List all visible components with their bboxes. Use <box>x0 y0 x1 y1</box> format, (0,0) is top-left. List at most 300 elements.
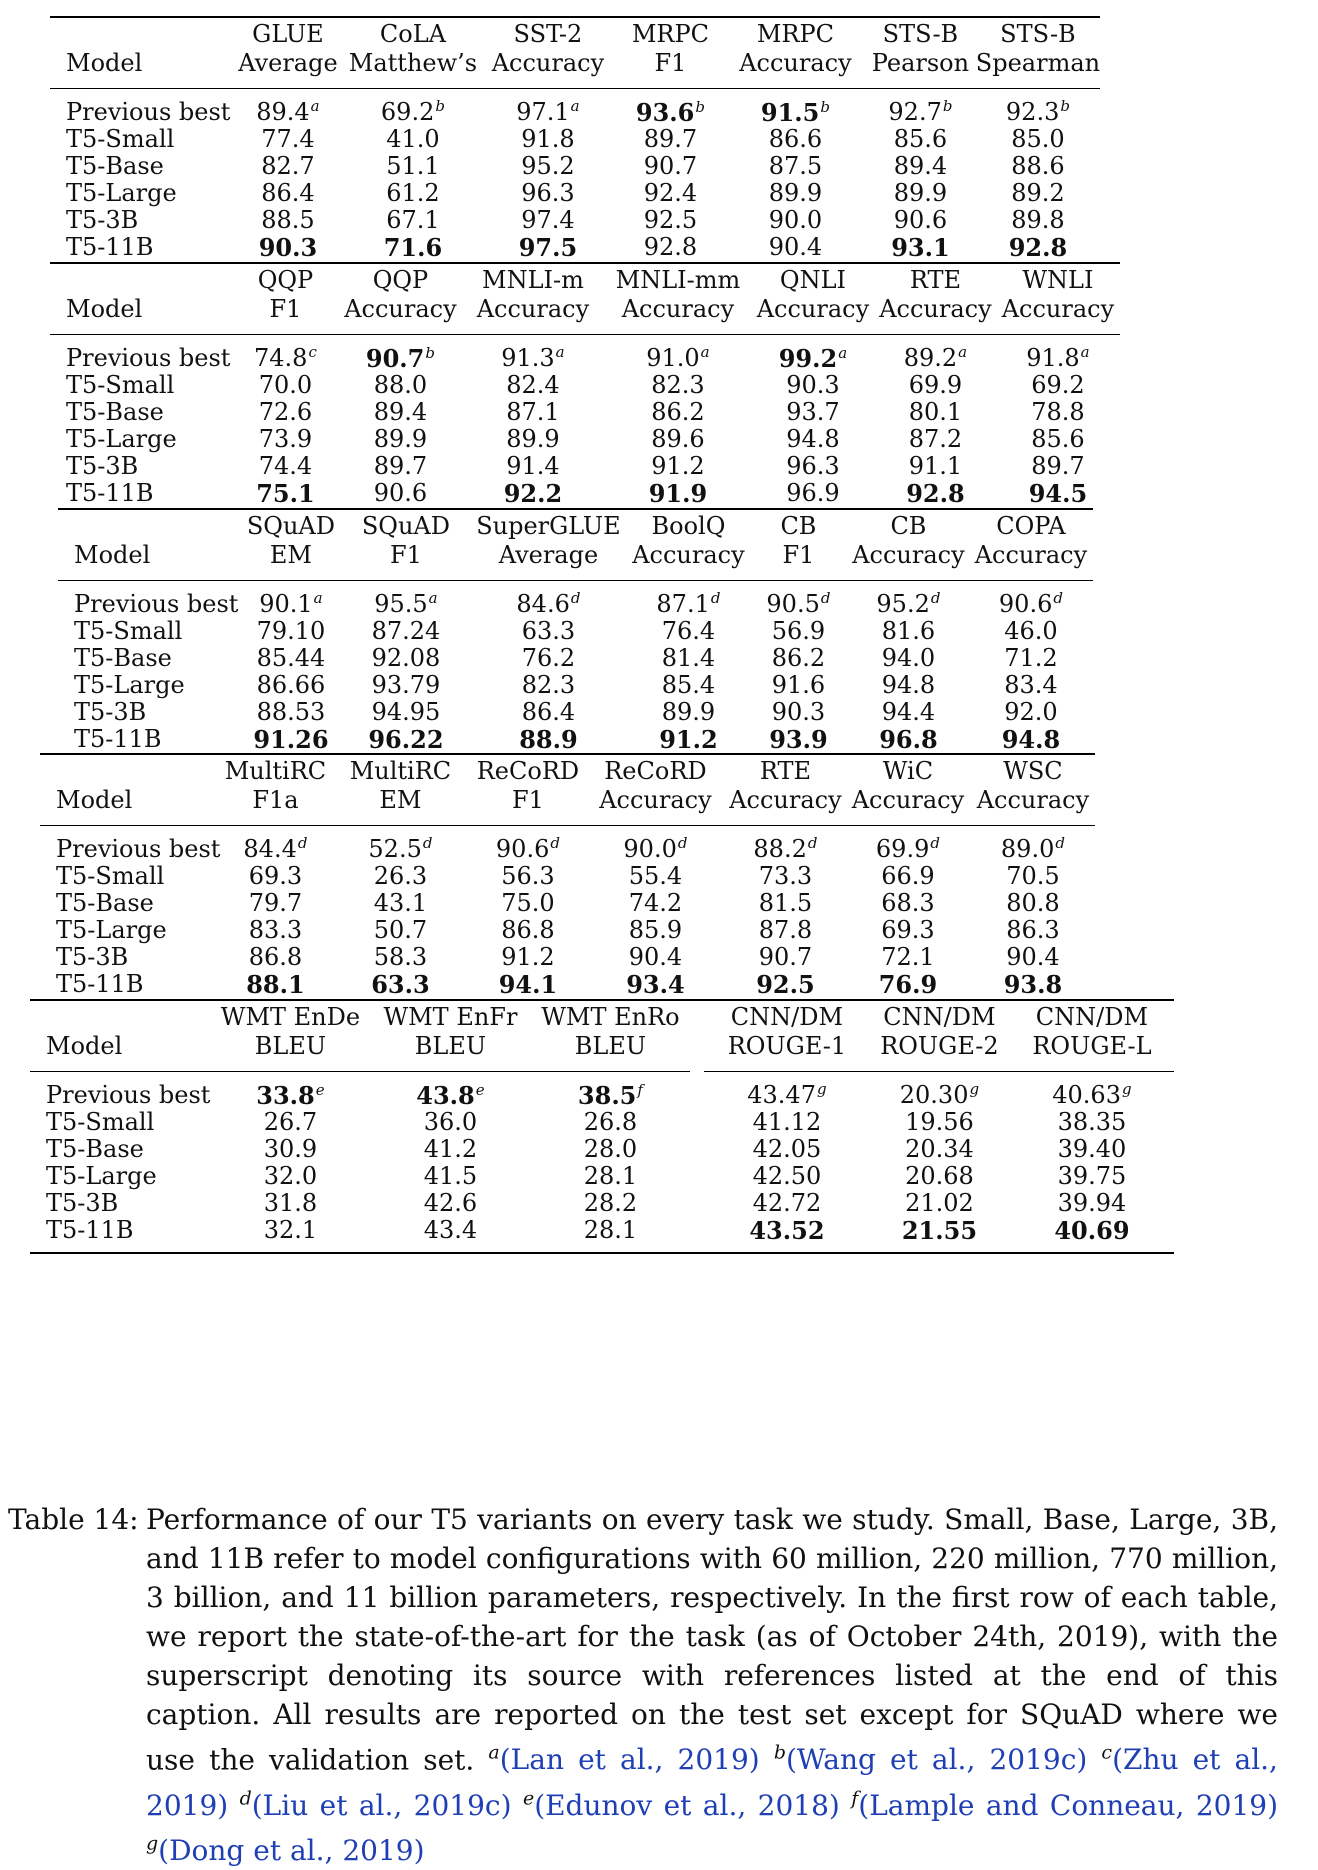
cell-value: 41.12 <box>752 1108 822 1136</box>
cell-value: 90.7 <box>758 943 813 971</box>
citation-superscript: a <box>488 1742 500 1764</box>
model-name: T5-Large <box>74 671 185 699</box>
table-cell <box>970 917 1095 944</box>
cell-value: 74.8 <box>254 344 308 372</box>
table-cell <box>480 126 615 153</box>
cell-value: 85.4 <box>661 671 716 699</box>
column-gap <box>690 1033 704 1072</box>
results-table-5 <box>30 999 1174 1254</box>
source-superscript: e <box>475 1081 485 1099</box>
table-cell <box>615 153 725 180</box>
table-row <box>58 645 1093 672</box>
header-cell: Accuracy <box>970 787 1095 826</box>
table-cell <box>845 863 970 890</box>
table-cell <box>845 890 970 917</box>
table-cell <box>460 426 605 453</box>
table-row <box>30 1136 1174 1163</box>
table-cell <box>995 335 1120 373</box>
table-cell <box>370 1136 530 1163</box>
cell-value: 93.9 <box>769 725 828 754</box>
table-cell <box>848 699 968 726</box>
table-row <box>40 890 1095 917</box>
header-cell: Accuracy <box>750 296 875 335</box>
header-cell: SQuAD <box>238 509 343 542</box>
model-name: T5-3B <box>46 1189 119 1217</box>
source-superscript: d <box>550 834 560 852</box>
table-cell <box>750 426 875 453</box>
header-cell: GLUE <box>230 17 345 50</box>
citation-link[interactable] <box>523 1789 840 1822</box>
model-name: Previous best <box>56 835 221 863</box>
citation-superscript: g <box>146 1832 159 1855</box>
model-name: T5-Small <box>66 125 175 153</box>
table-row <box>50 180 1100 207</box>
table-cell <box>585 890 725 917</box>
table-cell <box>848 581 968 619</box>
header-cell: F1 <box>343 542 468 581</box>
table-cell <box>585 863 725 890</box>
table-cell <box>995 453 1120 480</box>
cell-value: 88.9 <box>519 725 578 754</box>
header-cell: WMT EnRo <box>530 1000 690 1033</box>
table-row <box>50 89 1100 127</box>
cell-value: 42.50 <box>752 1162 822 1190</box>
cell-value: 87.2 <box>908 425 963 453</box>
header-cell: CB <box>748 509 848 542</box>
table-cell <box>340 335 460 373</box>
cell-value: 96.9 <box>786 479 840 507</box>
header-cell: CNN/DM <box>1009 1000 1174 1033</box>
cell-value: 89.0 <box>1000 835 1055 863</box>
table-cell <box>230 426 340 453</box>
table-cell <box>220 863 330 890</box>
header-row-task <box>58 509 1093 542</box>
model-name: T5-Base <box>46 1135 144 1163</box>
citation-link[interactable] <box>488 1743 759 1776</box>
cell-value: 96.22 <box>368 725 444 754</box>
cell-value: 92.2 <box>503 479 563 508</box>
table-cell <box>748 699 848 726</box>
cell-value: 92.8 <box>1008 233 1068 262</box>
cell-value: 79.10 <box>256 617 326 645</box>
table-cell <box>869 1163 1009 1190</box>
cell-value: 26.7 <box>263 1108 318 1136</box>
table-cell <box>704 1109 869 1136</box>
cell-value: 82.3 <box>521 671 576 699</box>
table-cell <box>343 672 468 699</box>
cell-value: 97.1 <box>516 98 570 126</box>
cell-value: 90.3 <box>786 371 840 399</box>
cell-value: 38.5 <box>577 1081 637 1110</box>
header-cell: Accuracy <box>968 542 1093 581</box>
table-cell <box>230 453 340 480</box>
cell-value: 76.4 <box>661 617 716 645</box>
citation-link[interactable] <box>146 1834 425 1867</box>
table-cell <box>725 917 845 944</box>
cell-value: 97.5 <box>518 233 578 262</box>
table-cell <box>605 399 750 426</box>
table-cell <box>220 890 330 917</box>
table-cell <box>975 89 1100 127</box>
table-cell <box>875 372 995 399</box>
header-cell: WiC <box>845 754 970 787</box>
header-cell: CNN/DM <box>704 1000 869 1033</box>
source-superscript: d <box>1053 589 1063 607</box>
cell-value: 91.8 <box>1026 344 1080 372</box>
model-name: T5-11B <box>56 970 144 998</box>
model-header: Model <box>58 542 238 581</box>
cell-value: 28.0 <box>583 1135 638 1163</box>
table-cell <box>748 645 848 672</box>
table-cell <box>210 1163 370 1190</box>
table-cell <box>628 672 748 699</box>
cell-value: 89.4 <box>256 98 310 126</box>
cell-value: 40.69 <box>1054 1216 1130 1245</box>
header-cell: Matthew’s <box>345 50 480 89</box>
cell-value: 69.9 <box>908 371 963 399</box>
model-header: Model <box>50 50 230 89</box>
table-cell <box>585 944 725 971</box>
table-cell <box>460 335 605 373</box>
table-cell <box>343 645 468 672</box>
table-cell <box>345 180 480 207</box>
model-name: T5-Large <box>66 425 177 453</box>
table-cell <box>370 1190 530 1217</box>
cell-value: 32.0 <box>263 1162 318 1190</box>
header-cell: WSC <box>970 754 1095 787</box>
cell-value: 43.8 <box>416 1081 475 1110</box>
cell-value: 89.7 <box>373 452 428 480</box>
table-cell <box>968 672 1093 699</box>
cell-value: 66.9 <box>881 862 935 890</box>
source-superscript: d <box>677 834 688 852</box>
source-superscript: d <box>1055 834 1065 852</box>
column-gap <box>690 1190 704 1217</box>
model-name: Previous best <box>46 1081 211 1109</box>
header-row-metric <box>50 50 1100 89</box>
cell-value: 81.4 <box>661 644 716 672</box>
table-cell <box>704 1190 869 1217</box>
cell-value: 61.2 <box>386 179 440 207</box>
cell-value: 51.1 <box>386 152 440 180</box>
table-cell <box>704 1136 869 1163</box>
cell-value: 90.3 <box>258 233 318 262</box>
cell-value: 81.5 <box>758 889 813 917</box>
cell-value: 91.0 <box>646 344 700 372</box>
citation-link[interactable] <box>240 1789 512 1822</box>
cell-value: 93.1 <box>891 233 950 262</box>
cell-value: 42.6 <box>423 1189 478 1217</box>
table-cell <box>869 1136 1009 1163</box>
source-superscript: b <box>1060 97 1070 115</box>
table-cell <box>750 335 875 373</box>
table-cell <box>725 126 865 153</box>
table-cell <box>480 89 615 127</box>
column-gap <box>690 1163 704 1190</box>
model-name: T5-3B <box>56 943 129 971</box>
header-cell: Average <box>230 50 345 89</box>
table-cell <box>1009 1190 1174 1217</box>
cell-value: 94.4 <box>881 698 936 726</box>
model-header: Model <box>40 787 220 826</box>
cell-value: 87.1 <box>656 590 710 618</box>
table-cell <box>530 1217 690 1253</box>
table-cell <box>1009 1217 1174 1253</box>
header-cell: MRPC <box>725 17 865 50</box>
cell-value: 69.3 <box>248 862 303 890</box>
header-cell: BLEU <box>530 1033 690 1072</box>
table-cell <box>869 1190 1009 1217</box>
table-cell <box>968 699 1093 726</box>
table-cell <box>230 335 340 373</box>
table-cell <box>210 1072 370 1110</box>
table-cell <box>865 89 975 127</box>
table-cell <box>220 944 330 971</box>
table-cell <box>845 917 970 944</box>
cell-value: 92.08 <box>371 644 441 672</box>
cell-value: 93.79 <box>371 671 441 699</box>
table-cell <box>970 890 1095 917</box>
source-superscript: b <box>435 97 445 115</box>
table-cell <box>470 826 585 864</box>
cell-value: 92.5 <box>756 970 815 999</box>
table-cell <box>725 207 865 234</box>
cell-value: 33.8 <box>256 1081 315 1110</box>
table-cell <box>220 917 330 944</box>
header-row-task <box>30 1000 1174 1033</box>
cell-value: 80.1 <box>908 398 963 426</box>
cell-value: 92.3 <box>1005 98 1060 126</box>
source-superscript: a <box>958 343 968 361</box>
table-cell <box>869 1217 1009 1253</box>
results-table-3 <box>58 508 1093 761</box>
citation-text: (Liu et al., 2019c) <box>251 1788 512 1822</box>
table-cell <box>704 1072 869 1110</box>
cell-value: 79.7 <box>248 889 303 917</box>
header-row-metric <box>30 1033 1174 1072</box>
table-cell <box>238 645 343 672</box>
table-cell <box>995 372 1120 399</box>
table-row <box>50 335 1120 373</box>
cell-value: 20.30 <box>899 1081 969 1109</box>
model-name: T5-Large <box>56 916 167 944</box>
cell-value: 87.5 <box>768 152 823 180</box>
table-cell <box>970 944 1095 971</box>
header-cell: Accuracy <box>875 296 995 335</box>
header-row-task <box>40 754 1095 787</box>
source-superscript: a <box>310 97 320 115</box>
cell-value: 90.7 <box>643 152 698 180</box>
table-cell <box>628 645 748 672</box>
model-header: Model <box>30 1033 210 1072</box>
table-row <box>30 1190 1174 1217</box>
table-cell <box>330 917 470 944</box>
header-cell: SQuAD <box>343 509 468 542</box>
cell-value: 42.05 <box>752 1135 822 1163</box>
table-cell <box>330 826 470 864</box>
table-cell <box>615 126 725 153</box>
cell-value: 67.1 <box>386 206 440 234</box>
table-row <box>50 126 1100 153</box>
table-row <box>40 826 1095 864</box>
header-cell: MRPC <box>615 17 725 50</box>
header-cell: WMT EnFr <box>370 1000 530 1033</box>
table-cell <box>848 645 968 672</box>
source-superscript: d <box>820 589 831 607</box>
table-row <box>50 453 1120 480</box>
cell-value: 20.34 <box>905 1135 974 1163</box>
model-name: T5-Large <box>46 1162 157 1190</box>
header-cell: Accuracy <box>585 787 725 826</box>
header-cell: Spearman <box>975 50 1100 89</box>
source-superscript: b <box>820 98 830 116</box>
source-superscript: d <box>930 834 940 852</box>
cell-value: 90.6 <box>998 590 1053 618</box>
header-cell: SuperGLUE <box>468 509 628 542</box>
cell-value: 91.6 <box>771 671 826 699</box>
table-cell <box>345 89 480 127</box>
cell-value: 88.1 <box>246 970 305 999</box>
source-superscript: d <box>297 834 308 852</box>
caption-text: Performance of our T5 variants on every task we study. Small, Base, Large, 3B, and 11B refer to model configurations with 60 million, 220 million, 770 million, 3 billion, and 11 billion parameters, respectively. In the first row of each table, we report the state-of-the-art for the task (as of October 24th, 2019), with the superscript denoting its source with references listed at the end of this caption. All results are reported on the test set except for SQuAD where we use the validation set. <box>146 1503 1278 1777</box>
cell-value: 83.4 <box>1004 671 1058 699</box>
cell-value: 19.56 <box>905 1108 974 1136</box>
header-cell: EM <box>238 542 343 581</box>
cell-value: 92.5 <box>643 206 698 234</box>
table-row <box>50 207 1100 234</box>
cell-value: 86.8 <box>248 943 303 971</box>
table-cell <box>340 453 460 480</box>
header-cell: EM <box>330 787 470 826</box>
cell-value: 90.0 <box>768 206 823 234</box>
header-cell: F1a <box>220 787 330 826</box>
cell-value: 75.1 <box>256 479 315 508</box>
table-cell <box>340 399 460 426</box>
cell-value: 91.1 <box>908 452 963 480</box>
cell-value: 43.47 <box>747 1081 816 1109</box>
cell-value: 85.6 <box>893 125 948 153</box>
table-cell <box>370 1217 530 1253</box>
table-cell <box>230 89 345 127</box>
header-cell: ReCoRD <box>585 754 725 787</box>
header-cell: BoolQ <box>628 509 748 542</box>
table-cell <box>628 581 748 619</box>
source-superscript: g <box>816 1080 827 1098</box>
cell-value: 89.2 <box>1011 179 1065 207</box>
header-cell: ROUGE-L <box>1009 1033 1174 1072</box>
header-cell: Accuracy <box>480 50 615 89</box>
cell-value: 76.9 <box>878 970 938 999</box>
table-cell <box>615 89 725 127</box>
table-cell <box>605 372 750 399</box>
table-row <box>30 1217 1174 1253</box>
cell-value: 80.8 <box>1006 889 1060 917</box>
cell-value: 90.6 <box>495 835 550 863</box>
header-cell: BLEU <box>210 1033 370 1072</box>
header-cell: QNLI <box>750 263 875 296</box>
cell-value: 88.5 <box>261 206 315 234</box>
header-cell: QQP <box>230 263 340 296</box>
table-cell <box>468 618 628 645</box>
table-cell <box>615 207 725 234</box>
cell-value: 88.2 <box>753 835 807 863</box>
citation-link[interactable] <box>774 1743 1088 1776</box>
model-name: Previous best <box>74 590 239 618</box>
model-name: T5-Base <box>66 152 164 180</box>
cell-value: 69.2 <box>1031 371 1085 399</box>
cell-value: 82.7 <box>261 152 315 180</box>
table-cell <box>725 89 865 127</box>
cell-value: 69.3 <box>881 916 935 944</box>
model-name: T5-3B <box>66 206 139 234</box>
table-cell <box>370 1163 530 1190</box>
header-row-metric <box>58 542 1093 581</box>
table-cell <box>470 890 585 917</box>
cell-value: 91.2 <box>659 725 718 754</box>
cell-value: 89.4 <box>373 398 428 426</box>
table-cell <box>750 372 875 399</box>
table-row <box>58 581 1093 619</box>
table-cell <box>530 1136 690 1163</box>
cell-value: 43.4 <box>423 1216 478 1244</box>
cell-value: 78.8 <box>1031 398 1085 426</box>
table-cell <box>210 1217 370 1253</box>
cell-value: 94.8 <box>786 425 840 453</box>
header-cell: Accuracy <box>725 50 865 89</box>
cell-value: 40.63 <box>1052 1081 1121 1109</box>
header-cell <box>30 1000 210 1033</box>
cell-value: 28.2 <box>583 1189 638 1217</box>
source-superscript: a <box>700 343 710 361</box>
cell-value: 91.8 <box>521 125 575 153</box>
cell-value: 26.3 <box>373 862 428 890</box>
model-name: T5-Small <box>66 371 175 399</box>
cell-value: 86.66 <box>256 671 326 699</box>
cell-value: 71.6 <box>383 233 443 262</box>
table-row <box>50 426 1120 453</box>
column-gap <box>690 1000 704 1033</box>
header-row-task <box>50 263 1120 296</box>
cell-value: 89.9 <box>661 698 716 726</box>
source-superscript: a <box>555 343 565 361</box>
cell-value: 21.55 <box>901 1216 978 1245</box>
header-cell: ReCoRD <box>470 754 585 787</box>
table-cell <box>970 863 1095 890</box>
cell-value: 86.2 <box>771 644 826 672</box>
table-cell <box>330 944 470 971</box>
model-name: T5-Base <box>74 644 172 672</box>
cell-value: 93.7 <box>786 398 840 426</box>
cell-value: 73.3 <box>758 862 813 890</box>
header-cell: SST-2 <box>480 17 615 50</box>
table-cell <box>460 372 605 399</box>
table-cell <box>470 944 585 971</box>
header-cell: Accuracy <box>340 296 460 335</box>
column-gap <box>690 1072 704 1110</box>
cell-value: 56.3 <box>501 862 555 890</box>
table-cell <box>230 153 345 180</box>
table-cell <box>725 153 865 180</box>
citation-link[interactable] <box>851 1789 1278 1822</box>
cell-value: 43.1 <box>373 889 428 917</box>
cell-value: 52.5 <box>368 835 422 863</box>
table-cell <box>1009 1109 1174 1136</box>
table-cell <box>340 372 460 399</box>
header-cell: MultiRC <box>220 754 330 787</box>
cell-value: 63.3 <box>521 617 576 645</box>
cell-value: 55.4 <box>628 862 683 890</box>
table-cell <box>605 453 750 480</box>
